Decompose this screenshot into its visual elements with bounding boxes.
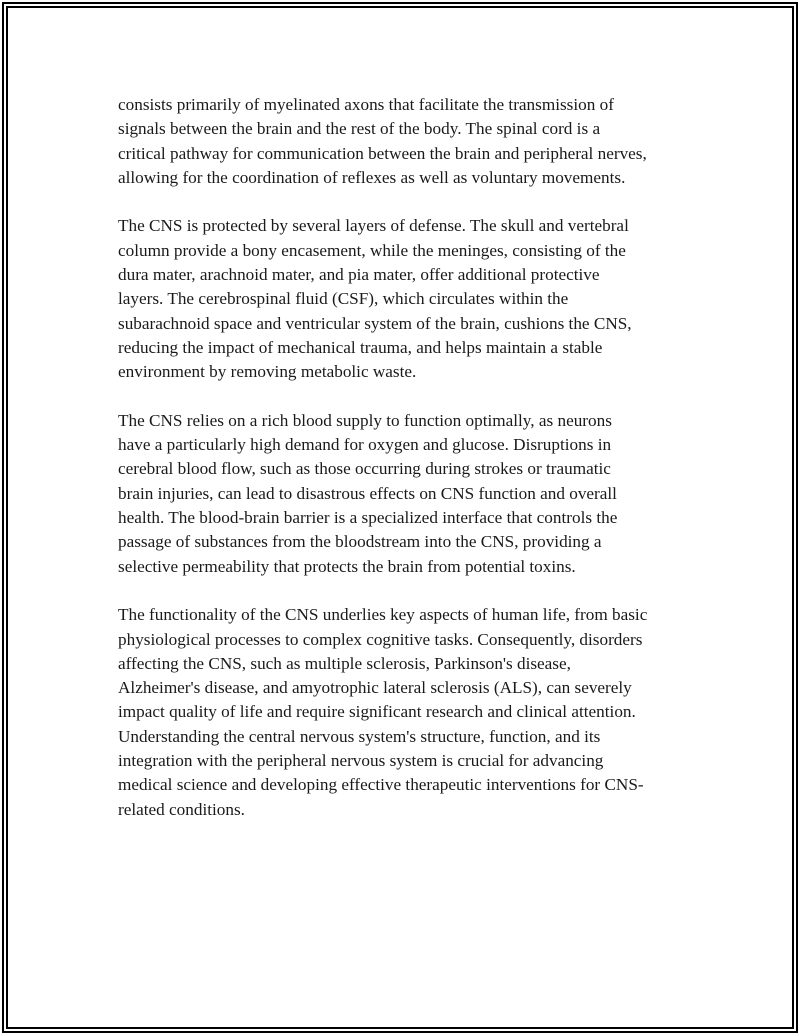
text-line: environment by removing metabolic waste. bbox=[118, 362, 417, 382]
text-line: subarachnoid space and ventricular system of the brain, cushions the CNS, bbox=[118, 313, 632, 333]
text-line: reducing the impact of mechanical trauma, and helps maintain a stable bbox=[118, 337, 603, 357]
text-line: column provide a bony encasement, while the meninges, consisting of the bbox=[118, 240, 626, 260]
text-line: affecting the CNS, such as multiple sclerosis, Parkinson's disease, bbox=[118, 653, 571, 673]
text-line: impact quality of life and require significant research and clinical attention. bbox=[118, 702, 636, 722]
text-line: health. The blood-brain barrier is a specialized interface that controls the bbox=[118, 508, 618, 528]
text-line: medical science and developing effective therapeutic interventions for CNS- bbox=[118, 775, 644, 795]
text-line: signals between the brain and the rest of the body. The spinal cord is a bbox=[118, 119, 601, 139]
text-line: The functionality of the CNS underlies key aspects of human life, from basic bbox=[118, 605, 648, 625]
text-line: related conditions. bbox=[118, 799, 245, 819]
text-line: dura mater, arachnoid mater, and pia mater, offer additional protective bbox=[118, 265, 600, 285]
text-line: consists primarily of myelinated axons that facilitate the transmission of bbox=[118, 95, 614, 114]
text-line: layers. The cerebrospinal fluid (CSF), which circulates within the bbox=[118, 289, 569, 309]
text-line: Understanding the central nervous system's structure, function, and its bbox=[118, 726, 601, 746]
text-line: The CNS relies on a rich blood supply to function optimally, as neurons bbox=[118, 410, 612, 430]
document-body bbox=[118, 93, 698, 846]
text-line: cerebral blood flow, such as those occurring during strokes or traumatic bbox=[118, 459, 611, 479]
paragraph-3 bbox=[118, 409, 698, 579]
text-line: passage of substances from the bloodstream into the CNS, providing a bbox=[118, 532, 602, 552]
text-line: The CNS is protected by several layers of defense. The skull and vertebral bbox=[118, 216, 629, 236]
text-line: integration with the peripheral nervous system is crucial for advancing bbox=[118, 751, 604, 771]
text-line: critical pathway for communication between the brain and peripheral nerves, bbox=[118, 143, 647, 163]
text-line: selective permeability that protects the brain from potential toxins. bbox=[118, 556, 576, 576]
text-line: Alzheimer's disease, and amyotrophic lateral sclerosis (ALS), can severely bbox=[118, 678, 632, 698]
paragraph-1 bbox=[118, 93, 698, 190]
paragraph-2 bbox=[118, 214, 698, 384]
text-line: have a particularly high demand for oxygen and glucose. Disruptions in bbox=[118, 435, 612, 455]
text-line: allowing for the coordination of reflexes as well as voluntary movements. bbox=[118, 167, 626, 187]
text-line: brain injuries, can lead to disastrous effects on CNS function and overall bbox=[118, 483, 617, 503]
paragraph-4 bbox=[118, 603, 698, 822]
text-line: physiological processes to complex cognitive tasks. Consequently, disorders bbox=[118, 629, 643, 649]
